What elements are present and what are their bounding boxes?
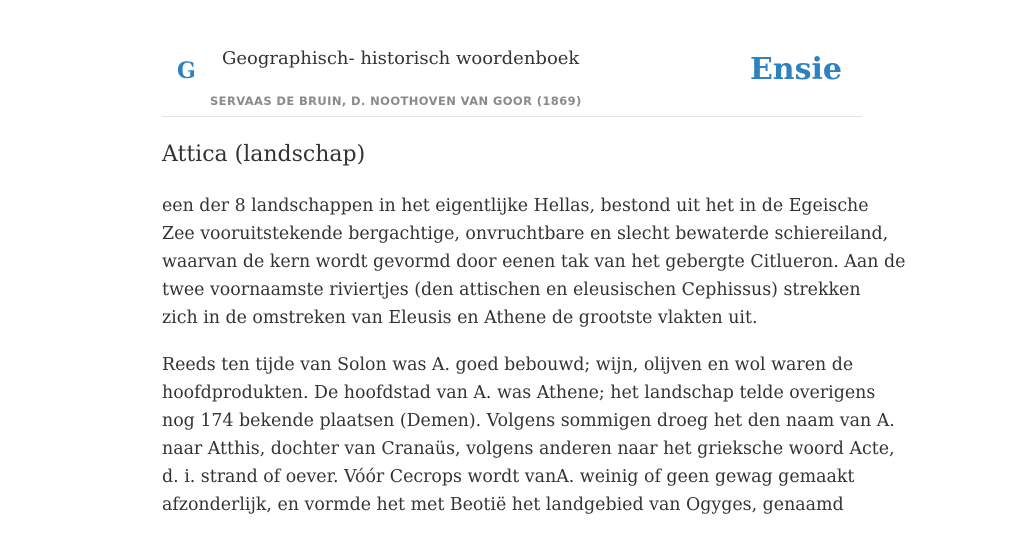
text-line: hoofdprodukten. De hoofdstad van A. was Athene; het landschap telde overigens: [162, 383, 876, 403]
paragraph-1: [162, 192, 906, 332]
text-line: d. i. strand of oever. Vóór Cecrops wordt vanA. weinig of geen gewag gemaakt: [162, 467, 855, 487]
text-line: een der 8 landschappen in het eigentlijke Hellas, bestond uit het in de Egeische: [162, 196, 869, 216]
text-line: Reeds ten tijde van Solon was A. goed bebouwd; wijn, olijven en wol waren de: [162, 355, 854, 375]
text-line: naar Atthis, dochter van Cranaüs, volgens anderen naar het grieksche woord Acte,: [162, 439, 895, 459]
book-author: SERVAAS DE BRUIN, D. NOOTHOVEN VAN GOOR (1869): [210, 94, 582, 108]
text-line: twee voornaamste riviertjes (den attischen en eleusischen Cephissus) strekken: [162, 280, 861, 300]
text-line: nog 174 bekende plaatsen (Demen). Volgens sommigen droeg het den naam van A.: [162, 411, 895, 431]
entry-title: Attica (landschap): [162, 142, 366, 167]
text-line: zich in de omstreken van Eleusis en Athene de grootste vlakten uit.: [162, 308, 758, 328]
text-line: Zee vooruitstekende bergachtige, onvruchtbare en slecht bewaterde schiereiland,: [162, 224, 889, 244]
ensie-logo[interactable]: Ensie: [749, 52, 842, 87]
dictionary-logo[interactable]: G: [177, 58, 196, 84]
header: [162, 0, 862, 117]
text-line: waarvan de kern wordt gevormd door eenen tak van het gebergte Citlueron. Aan de: [162, 252, 906, 272]
page: [162, 0, 906, 515]
paragraph-2: [162, 351, 895, 519]
text-line: afzonderlijk, en vormde het met Beotië het landgebied van Ogyges, genaamd: [162, 495, 844, 515]
entry-body: [162, 192, 906, 538]
book-title[interactable]: Geographisch- historisch woordenboek: [222, 48, 580, 69]
